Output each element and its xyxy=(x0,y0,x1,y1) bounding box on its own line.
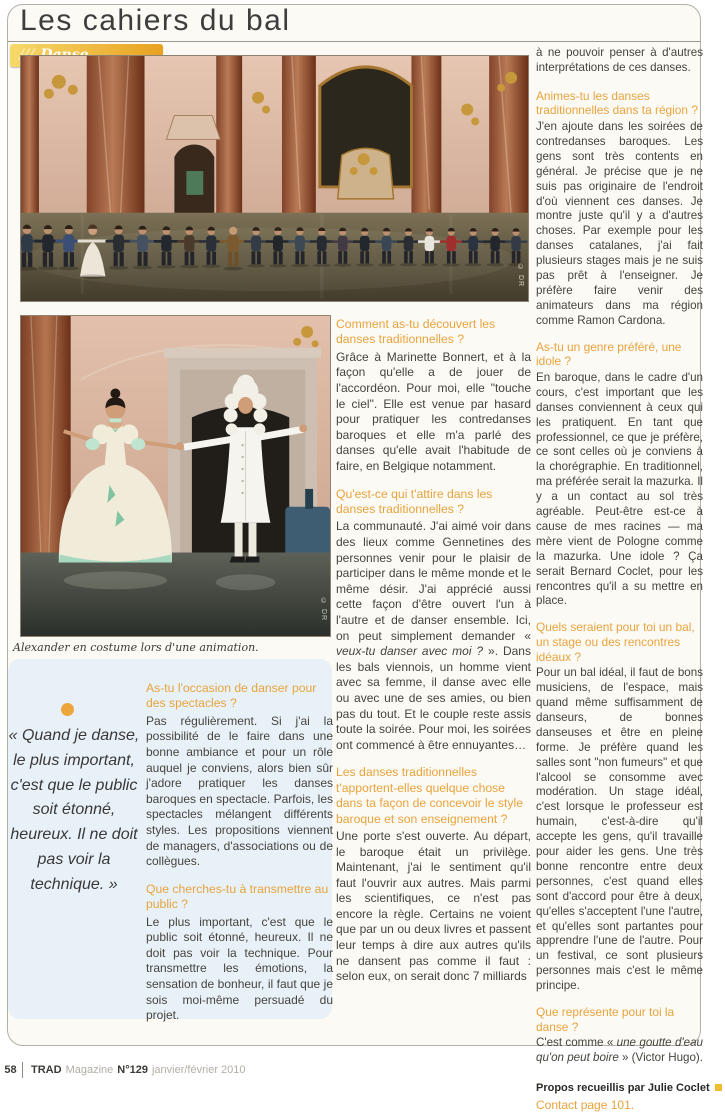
article-section xyxy=(336,317,531,475)
body-text: ». Dans les bals viennois, un homme vient avec sa femme, il danse avec elle ou avec une de ses amies, ou bien pas du tout. Et le couple reste assis toute la soirée. Pour moi, les soirées ont commencé à être ennuyantes… xyxy=(336,644,531,752)
article-section xyxy=(536,340,703,610)
ballroom-photo xyxy=(20,55,529,302)
article-section xyxy=(336,487,531,754)
byline-square-icon xyxy=(715,1084,722,1091)
body-quote-italic: une goutte d'eau qu'on peut boire xyxy=(536,1036,703,1065)
section-heading: Que représente pour toi la danse ? xyxy=(536,1005,675,1034)
quote-bullet-dot xyxy=(61,703,74,716)
costume-photo-illustration xyxy=(21,316,330,636)
page-number: 58 xyxy=(4,1064,17,1076)
article-section xyxy=(536,89,703,329)
body-text: » (Victor Hugo). xyxy=(618,1051,703,1065)
section-body: J'en ajoute dans les soirées de contredanses baroques. Les gens sont très contents en général. Je précise que je ne suis pas originaire de l'endroit d'où viennent ces danses. Je montre juste qu'il y a d'autres choses. Par exemple pour les danses catalanes, j'ai fait plusieurs stages mais je ne suis pas prêt à l'enseigner. Je préfère faire venir des animateurs dans ma région comme Ramon Cardona. xyxy=(536,120,703,327)
byline xyxy=(536,1082,710,1095)
body-text: La communauté. J'ai aimé voir dans des lieux comme Gennetines des personnes venir pour le plaisir de participer dans le même monde et le même désir. J'ai apprécié aussi cette façon d'être ouvert l'un à l'autre et de danser ensemble. Ici, on peut simplement demander « xyxy=(336,519,531,643)
section-body: Pas régulièrement. Si j'ai la possibilité de le faire dans une bonne ambiance et pour un rôle auquel je conviens, alors bien sûr j'adore pratiquer les danses baroques en spectacle. Parfois, les spectacles mélangent différents styles. Les propositions viennent de managers, d'associations ou de collègues. xyxy=(146,713,333,869)
section-heading: Qu'est-ce qui t'attire dans les danses traditionnelles ? xyxy=(336,486,493,516)
body-quote-italic: veux-tu danser avec moi ? xyxy=(336,644,484,659)
section-heading: Les danses traditionnelles t'apportent-elles quelque chose dans ta façon de concevoir le style baroque et son enseignement ? xyxy=(336,765,523,826)
section-heading: Que cherches-tu à transmettre au public ? xyxy=(146,881,329,912)
photo-caption: Alexander en costume lors d'une animation. xyxy=(13,641,259,654)
byline-text: Propos recueillis par Julie Coclet xyxy=(536,1082,710,1095)
column-under-photo xyxy=(146,681,333,1036)
column-middle xyxy=(336,317,531,997)
section-body: Grâce à Marinette Bonnert, et à la façon qu'elle a de jouer de l'accordéon. Pour moi, elle "touche le ciel". Elle est venue par hasard pour pratiquer les contredanses baroques et elle m'a parlé des danses qu'elle avait l'habitude de faire, en Belgique notamment. xyxy=(336,349,531,473)
column-right xyxy=(536,46,710,1112)
section-body: Une porte s'est ouverte. Au départ, le baroque était un privilège. Maintenant, j'ai le sentiment qu'il faut l'ouvrir aux autres. Mais parmi les scientifiques, ce n'est pas encore la règle. Certains ne voient que par un ou deux livres et passent leur temps à dire aux autres qu'ils ne dansent pas comme il faut : selon eux, on serait donc 7 milliards xyxy=(336,828,531,984)
header-divider xyxy=(8,41,700,42)
ballroom-photo-illustration xyxy=(21,56,528,301)
article-section xyxy=(536,1005,703,1066)
article-section xyxy=(146,882,333,1024)
pull-quote: « Quand je danse, le plus important, c'est que le public soit étonné, heureux. Il ne doit pas voir la technique. » xyxy=(8,727,140,893)
issue-number: N°129 xyxy=(117,1064,148,1076)
section-heading: As-tu l'occasion de danser pour des spectacles ? xyxy=(146,681,317,711)
section-heading: As-tu un genre préféré, une idole ? xyxy=(536,339,682,369)
section-body: En baroque, dans le cadre d'un cours, c'est important que les danses conviennent à ceux qui les pratiquent. En tant que professionnel, ce que je préfère, ce sont celles où je conviens à la chorégraphie. En traditionnel, ma préférée serait la mazurka. Il y a un contact au sol très agréable. Peut-être est-ce à cause de mes racines — ma mère vient de Pologne comme la mazurka. Une idole ? Ça serait Bernard Coclet, pour les rencontres qu'il a su mettre en place. xyxy=(536,370,703,608)
page-footer xyxy=(0,1060,450,1080)
section-body xyxy=(336,519,531,753)
article-section xyxy=(536,620,703,994)
contact-note: Contact page 101. xyxy=(536,1098,635,1112)
footer-divider xyxy=(22,1062,23,1078)
magazine-name: TRAD xyxy=(31,1064,62,1076)
section-body xyxy=(536,1036,703,1066)
body-text: C'est comme « xyxy=(536,1036,617,1050)
continuation-paragraph: à ne pouvoir penser à d'autres interprétations de ces danses. xyxy=(536,46,703,74)
article-section xyxy=(146,681,333,870)
costume-photo xyxy=(20,315,331,637)
magazine-word: Magazine xyxy=(65,1064,114,1076)
section-body: Pour un bal idéal, il faut de bons musiciens, de l'espace, mais quand même suffisamment de danseurs, de bonnes danseuses et être en pleine forme. Je préfère quand les salles sont "non fumeurs" et que l'alcool se consomme avec modération. Un stage idéal, c'est lorsque le professeur est humain, c'est-à-dire qu'il accepte les gens, qu'il travaille pour aider les gens. Une très bonne rencontre entre deux personnes, c'est quand elles sont d'accord pour être à deux, qu'elles s'acceptent l'une l'autre, et qu'elles sont partantes pour apprendre l'une de l'autre. Pour un festival, ce sont plusieurs personnes mais c'est le même principe. xyxy=(536,666,703,993)
section-body: Le plus important, c'est que le public soit étonné, heureux. Il ne doit pas voir la technique. Pour transmettre les émotions, la sensation de bonheur, il faut que je sois moi-même persuadé du projet. xyxy=(146,914,333,1023)
section-heading: Animes-tu les danses traditionnelles dans ta région ? xyxy=(536,88,698,118)
section-heading: Comment as-tu découvert les danses traditionnelles ? xyxy=(336,317,496,347)
photo-credit: © DR xyxy=(517,264,524,288)
section-heading: Quels seraient pour toi un bal, un stage ou des rencontres idéaux ? xyxy=(536,620,695,664)
article-section xyxy=(336,765,531,985)
issue-date: janvier/février 2010 xyxy=(151,1064,246,1076)
page-title: Les cahiers du bal xyxy=(20,4,291,37)
photo-credit: © DR xyxy=(320,598,327,622)
